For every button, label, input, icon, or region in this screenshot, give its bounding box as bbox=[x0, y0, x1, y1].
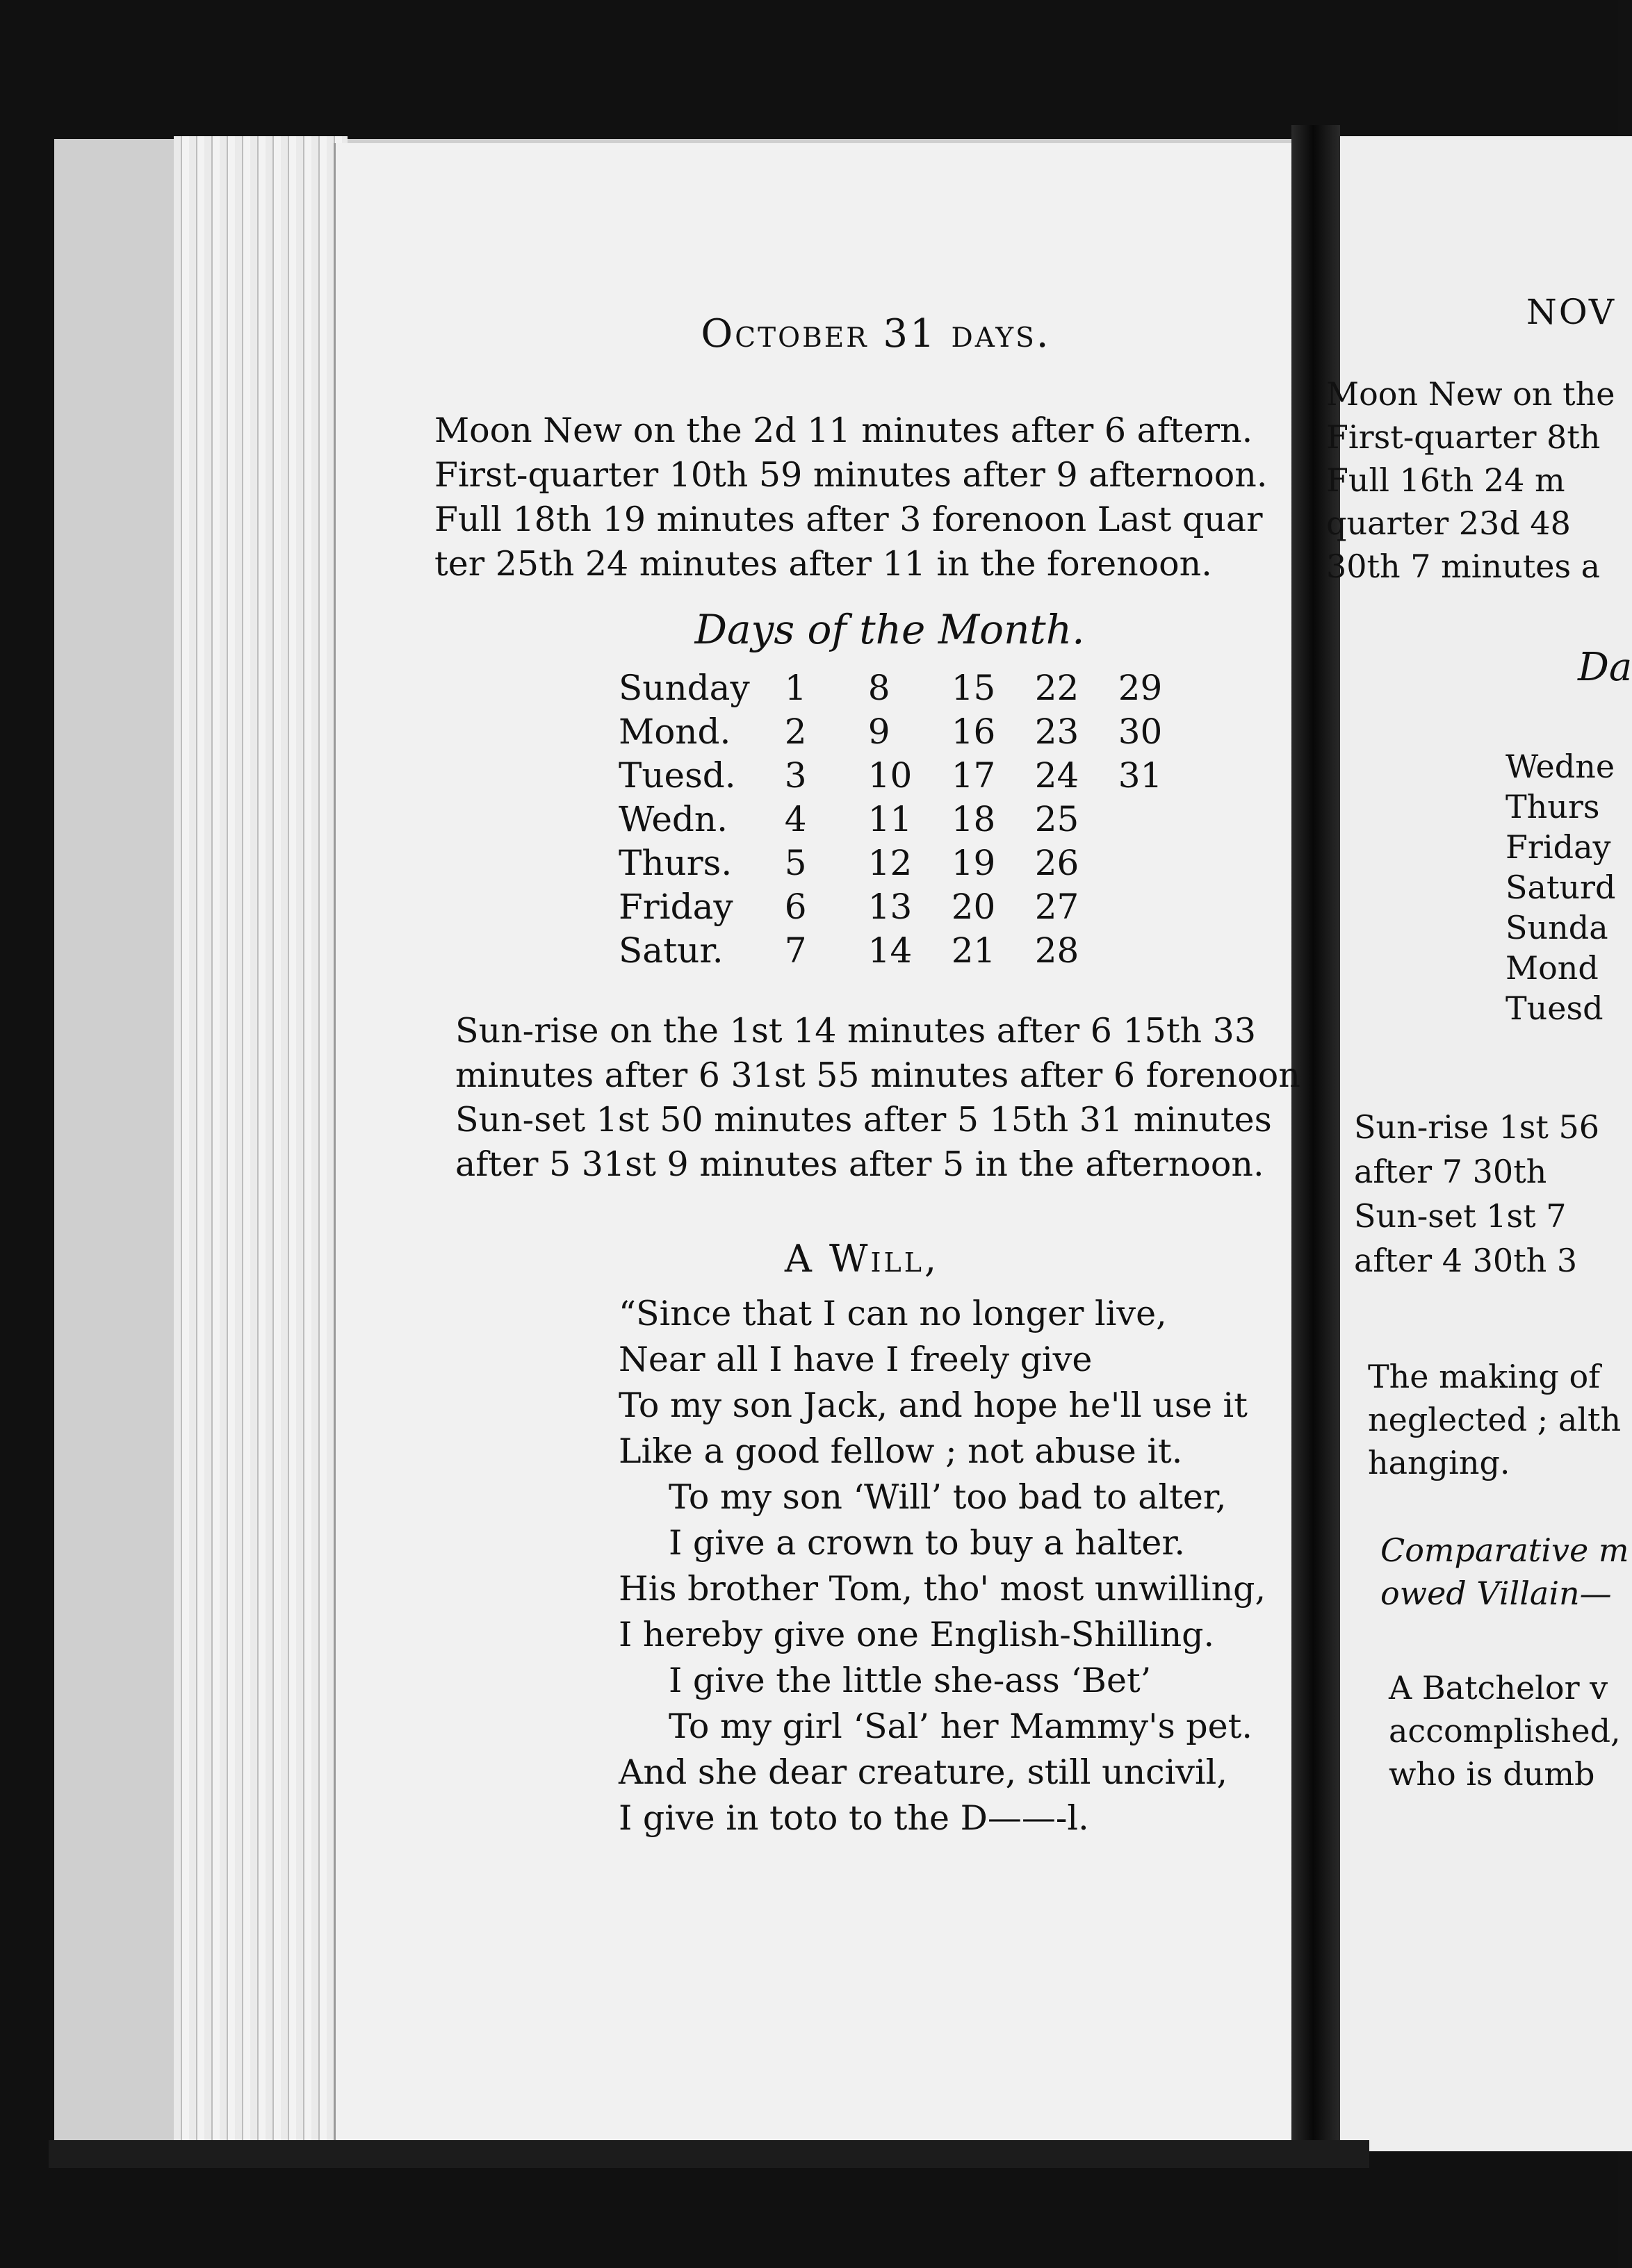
right-text-line: who is dumb bbox=[1389, 1755, 1595, 1793]
date-cell: 13 bbox=[867, 886, 913, 927]
date-cell: 9 bbox=[867, 711, 890, 752]
date-cell: 2 bbox=[784, 711, 807, 752]
right-day-name: Saturd bbox=[1505, 869, 1616, 906]
right-paragraph-batchelor bbox=[1389, 1666, 1621, 1796]
date-cell: 5 bbox=[784, 842, 807, 883]
date-cell: 4 bbox=[784, 798, 807, 839]
right-day-name: Wedne bbox=[1505, 748, 1615, 785]
date-cell: 23 bbox=[1034, 711, 1079, 752]
poem-line: I give the little she-ass ‘Bet’ bbox=[669, 1661, 1152, 1700]
poem-line: I hereby give one English-Shilling. bbox=[619, 1615, 1215, 1654]
weekday-label: Mond. bbox=[619, 711, 731, 752]
calendar-row bbox=[619, 666, 1202, 709]
right-text-line: A Batchelor v bbox=[1389, 1669, 1608, 1707]
weekday-label: Thurs. bbox=[619, 842, 733, 883]
calendar-row bbox=[619, 841, 1202, 885]
sun-line: after 5 31st 9 minutes after 5 in the afternoon. bbox=[455, 1144, 1264, 1184]
date-cell: 18 bbox=[951, 798, 996, 839]
date-cell: 17 bbox=[951, 755, 996, 796]
date-cell: 12 bbox=[867, 842, 913, 883]
date-cell: 28 bbox=[1034, 930, 1079, 971]
poem-line: I give a crown to buy a halter. bbox=[669, 1523, 1185, 1563]
date-cell: 21 bbox=[951, 930, 996, 971]
date-cell bbox=[1118, 885, 1202, 928]
date-cell: 15 bbox=[951, 667, 996, 708]
right-moon-line: First-quarter 8th bbox=[1326, 418, 1601, 456]
right-paragraph-making bbox=[1368, 1355, 1621, 1484]
date-cell: 25 bbox=[1034, 798, 1079, 839]
calendar-row bbox=[619, 885, 1202, 928]
weekday-label: Wedn. bbox=[619, 798, 728, 839]
date-cell: 10 bbox=[867, 755, 913, 796]
right-day-name: Sunda bbox=[1505, 909, 1608, 946]
calendar-table bbox=[619, 666, 1202, 972]
date-cell: 24 bbox=[1034, 755, 1079, 796]
date-cell: 11 bbox=[867, 798, 913, 839]
right-moon-line: 30th 7 minutes a bbox=[1326, 548, 1601, 585]
poem-line: And she dear creature, still uncivil, bbox=[619, 1752, 1227, 1792]
date-cell: 6 bbox=[784, 886, 807, 927]
right-moon-line: quarter 23d 48 bbox=[1326, 504, 1571, 542]
sun-times bbox=[455, 1009, 1321, 1187]
right-text-line: accomplished, bbox=[1389, 1712, 1621, 1750]
days-of-month-heading: Days of the Month. bbox=[694, 606, 1085, 653]
right-moon-line: Full 16th 24 m bbox=[1326, 461, 1565, 499]
moon-line: Full 18th 19 minutes after 3 forenoon Last quar bbox=[434, 500, 1263, 539]
right-day-names bbox=[1505, 746, 1615, 1028]
date-cell: 26 bbox=[1034, 842, 1079, 883]
right-text-line: owed Villain— bbox=[1380, 1575, 1612, 1612]
weekday-label: Satur. bbox=[619, 930, 724, 971]
weekday-label: Friday bbox=[619, 886, 733, 927]
poem-line: His brother Tom, tho' most unwilling, bbox=[619, 1569, 1266, 1609]
sun-line: Sun-rise on the 1st 14 minutes after 6 15th 33 bbox=[455, 1011, 1257, 1051]
poem-line: Near all I have I freely give bbox=[619, 1340, 1093, 1379]
right-sun-line: after 4 30th 3 bbox=[1354, 1242, 1578, 1279]
moon-line: First-quarter 10th 59 minutes after 9 afternoon. bbox=[434, 455, 1268, 495]
moon-line: ter 25th 24 minutes after 11 in the forenoon. bbox=[434, 544, 1212, 584]
month-calendar bbox=[619, 666, 1202, 972]
sun-line: minutes after 6 31st 55 minutes after 6 forenoon bbox=[455, 1055, 1300, 1095]
calendar-row bbox=[619, 797, 1202, 841]
date-cell: 30 bbox=[1118, 711, 1163, 752]
poem-line: To my son Jack, and hope he'll use it bbox=[619, 1386, 1248, 1425]
date-cell: 16 bbox=[951, 711, 996, 752]
right-paragraph-comparative bbox=[1380, 1529, 1629, 1615]
poem-line: “Since that I can no longer live, bbox=[619, 1294, 1167, 1333]
poem-line: To my girl ‘Sal’ her Mammy's pet. bbox=[669, 1707, 1252, 1746]
right-day-name: Mond bbox=[1505, 949, 1599, 987]
sun-line: Sun-set 1st 50 minutes after 5 15th 31 minutes bbox=[455, 1100, 1272, 1140]
date-cell: 31 bbox=[1118, 755, 1163, 796]
date-cell: 22 bbox=[1034, 667, 1079, 708]
right-sun-times bbox=[1354, 1105, 1599, 1283]
date-cell: 7 bbox=[784, 930, 807, 971]
right-moon-line: Moon New on the bbox=[1326, 375, 1615, 413]
date-cell: 20 bbox=[951, 886, 996, 927]
right-text-line: hanging. bbox=[1368, 1444, 1510, 1481]
calendar-row bbox=[619, 928, 1202, 972]
right-text-line: neglected ; alth bbox=[1368, 1401, 1622, 1438]
right-page-title: NOV bbox=[1526, 292, 1616, 332]
date-cell: 1 bbox=[784, 667, 807, 708]
right-sun-line: Sun-rise 1st 56 bbox=[1354, 1108, 1599, 1146]
date-cell: 3 bbox=[784, 755, 807, 796]
right-day-name: Tuesd bbox=[1505, 989, 1604, 1027]
date-cell: 29 bbox=[1118, 667, 1163, 708]
page-stack-edges bbox=[174, 136, 348, 2151]
bottom-shadow bbox=[49, 2140, 1369, 2168]
weekday-label: Tuesd. bbox=[619, 755, 736, 796]
right-day-name: Friday bbox=[1505, 828, 1611, 866]
date-cell bbox=[1118, 928, 1202, 972]
poem-line: I give in toto to the D——-l. bbox=[619, 1798, 1089, 1838]
moon-line: Moon New on the 2d 11 minutes after 6 aftern. bbox=[434, 411, 1253, 450]
right-sun-line: after 7 30th bbox=[1354, 1153, 1547, 1190]
right-days-heading: Da bbox=[1578, 645, 1632, 690]
right-moon-phases bbox=[1326, 372, 1615, 588]
date-cell: 8 bbox=[867, 667, 890, 708]
right-sun-line: Sun-set 1st 7 bbox=[1354, 1197, 1567, 1235]
date-cell: 14 bbox=[867, 930, 913, 971]
poem-title: A Will, bbox=[784, 1237, 940, 1281]
page-title: October 31 days. bbox=[701, 311, 1051, 356]
moon-phases bbox=[434, 409, 1307, 586]
calendar-row bbox=[619, 753, 1202, 797]
calendar-row bbox=[619, 709, 1202, 753]
poem bbox=[619, 1291, 1314, 1841]
right-text-line: Comparative m bbox=[1380, 1531, 1629, 1569]
date-cell bbox=[1118, 841, 1202, 885]
poem-line: Like a good fellow ; not abuse it. bbox=[619, 1431, 1183, 1471]
weekday-label: Sunday bbox=[619, 667, 750, 708]
date-cell: 27 bbox=[1034, 886, 1079, 927]
right-text-line: The making of bbox=[1368, 1358, 1601, 1395]
right-day-name: Thurs bbox=[1505, 788, 1600, 825]
date-cell bbox=[1118, 797, 1202, 841]
date-cell: 19 bbox=[951, 842, 996, 883]
poem-line: To my son ‘Will’ too bad to alter, bbox=[669, 1477, 1227, 1517]
